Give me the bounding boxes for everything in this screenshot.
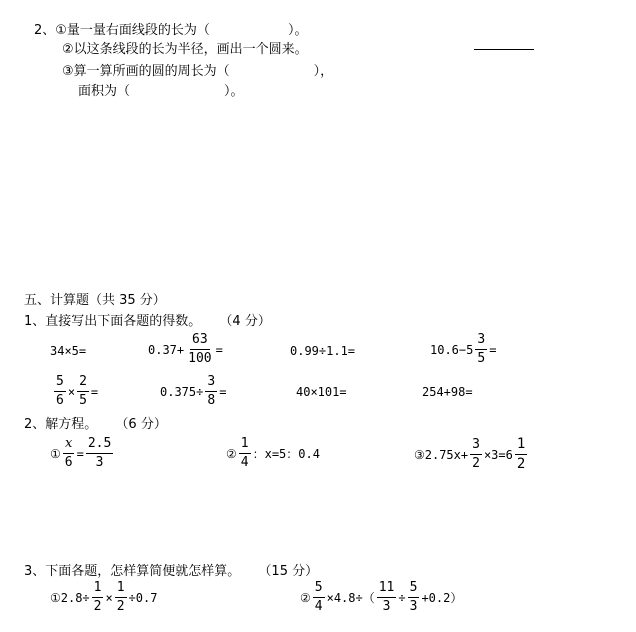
simplify-2-suffix: +0.2） bbox=[421, 590, 463, 605]
section5-title: 五、计算题（共 35 分） bbox=[24, 293, 166, 308]
simplify-1-suffix: ÷0.7 bbox=[128, 590, 158, 605]
equation-2-suffix: ：x=5：0.4 bbox=[252, 446, 320, 461]
equation-2-marker: ② bbox=[226, 446, 237, 461]
calc-b-prefix: 0.37+ bbox=[148, 342, 185, 357]
simplify-2-fraction-3 bbox=[408, 581, 420, 615]
calc-d-prefix: 10.6−5 bbox=[430, 342, 474, 357]
fraction-numerator: 1 bbox=[515, 437, 527, 455]
simplify-1-fraction-2 bbox=[115, 581, 127, 615]
fraction-numerator: 1 bbox=[115, 581, 127, 598]
fraction-numerator: 2.5 bbox=[86, 437, 113, 454]
equation-1-fraction-right bbox=[86, 437, 113, 471]
calc-e-fraction-2 bbox=[77, 375, 89, 409]
part1-heading bbox=[24, 315, 271, 328]
fraction-denominator: 3 bbox=[382, 599, 391, 615]
calc-f bbox=[160, 375, 226, 409]
equation-3-fraction-2 bbox=[515, 437, 527, 473]
q2-line4-suffix: ）。 bbox=[224, 84, 244, 99]
calc-e-operator: × bbox=[67, 384, 76, 399]
simplify-2-fraction-1 bbox=[313, 581, 325, 615]
fraction-numerator: 63 bbox=[190, 333, 210, 350]
q2-line1-suffix: ）。 bbox=[287, 23, 308, 38]
q2-line1-prefix: 2、①量一量右面线段的长为（ bbox=[34, 23, 210, 38]
fraction-numerator: 5 bbox=[54, 375, 66, 392]
calc-h: 254+98= bbox=[422, 385, 473, 399]
calc-b-fraction bbox=[186, 333, 213, 367]
q2-line4-prefix: 面积为（ bbox=[78, 84, 131, 99]
fraction-denominator: 2 bbox=[93, 599, 102, 615]
part3-title: 3、下面各题，怎样算简便就怎样算。 bbox=[24, 564, 241, 579]
part1-score: （4 分） bbox=[219, 314, 271, 329]
simplify-1-operator: × bbox=[105, 590, 113, 605]
fraction-numerator: 2 bbox=[77, 375, 89, 392]
fraction-numerator: 1 bbox=[239, 437, 251, 454]
equation-1-equals: = bbox=[76, 446, 84, 461]
fraction-denominator: 5 bbox=[79, 393, 87, 409]
equation-1 bbox=[50, 437, 115, 471]
calc-b bbox=[148, 333, 223, 367]
calc-c: 0.99÷1.1= bbox=[290, 344, 356, 358]
fraction-denominator: 2 bbox=[516, 456, 526, 473]
fraction-denominator: 6 bbox=[64, 455, 73, 471]
calc-b-suffix: = bbox=[215, 342, 223, 357]
calc-e-suffix: = bbox=[90, 384, 99, 399]
fraction-numerator: 5 bbox=[313, 581, 325, 598]
q2-line3 bbox=[62, 65, 333, 78]
measure-line-segment bbox=[474, 49, 534, 50]
simplify-2-operator: ÷ bbox=[398, 590, 406, 605]
fraction-denominator: 3 bbox=[95, 455, 104, 471]
calc-d bbox=[430, 333, 496, 367]
part2-score: （6 分） bbox=[115, 417, 167, 432]
simplify-2-middle: ×4.8÷（ bbox=[326, 590, 375, 605]
equation-3-prefix: ③2.75x+ bbox=[414, 447, 469, 462]
equation-1-marker: ① bbox=[50, 446, 61, 461]
fraction-numerator: 3 bbox=[470, 438, 482, 455]
fraction-numerator: 3 bbox=[205, 375, 217, 392]
equation-2-fraction bbox=[239, 437, 251, 471]
fraction-numerator: x bbox=[63, 437, 74, 454]
calc-g: 40×101= bbox=[296, 385, 347, 399]
equation-1-fraction-left bbox=[63, 437, 75, 471]
fraction-numerator: 11 bbox=[377, 581, 397, 598]
q2-line3-suffix: ）， bbox=[313, 64, 334, 79]
calc-f-fraction bbox=[205, 375, 217, 409]
calc-e-fraction-1 bbox=[54, 375, 66, 409]
fraction-denominator: 4 bbox=[240, 455, 249, 471]
fraction-denominator: 8 bbox=[207, 393, 216, 409]
q2-line2: ②以这条线段的长为半径，画出一个圆来。 bbox=[62, 42, 308, 57]
fraction-denominator: 2 bbox=[472, 456, 480, 472]
calc-a: 34×5= bbox=[50, 344, 87, 358]
fraction-denominator: 4 bbox=[314, 599, 323, 615]
simplify-2-prefix: ② bbox=[300, 590, 311, 605]
fraction-denominator: 6 bbox=[56, 393, 64, 409]
part3-heading bbox=[24, 565, 318, 578]
q2-line4 bbox=[78, 85, 244, 98]
calc-d-fraction bbox=[475, 333, 487, 367]
simplify-1-prefix: ①2.8÷ bbox=[50, 590, 90, 605]
fraction-denominator: 100 bbox=[188, 351, 212, 367]
calc-f-suffix: = bbox=[219, 384, 227, 399]
part2-heading bbox=[24, 418, 167, 431]
q2-line3-prefix: ③算一算所画的圆的周长为（ bbox=[62, 64, 230, 79]
simplify-2 bbox=[300, 581, 462, 615]
fraction-denominator: 3 bbox=[409, 599, 418, 615]
equation-3-fraction-1 bbox=[470, 438, 482, 472]
simplify-1 bbox=[50, 581, 157, 615]
equation-2 bbox=[226, 437, 320, 471]
calc-e bbox=[52, 375, 98, 409]
fraction-denominator: 2 bbox=[116, 599, 125, 615]
equation-3-middle: ×3=6 bbox=[483, 447, 513, 462]
calc-f-prefix: 0.375÷ bbox=[160, 384, 204, 399]
part2-title: 2、解方程。 bbox=[24, 417, 98, 432]
fraction-numerator: 5 bbox=[408, 581, 420, 598]
part1-title: 1、直接写出下面各题的得数。 bbox=[24, 314, 202, 329]
simplify-1-fraction-1 bbox=[92, 581, 104, 615]
fraction-denominator: 5 bbox=[477, 351, 486, 367]
simplify-2-fraction-2 bbox=[377, 581, 397, 615]
fraction-numerator: 3 bbox=[475, 333, 487, 350]
fraction-numerator: 1 bbox=[92, 581, 104, 598]
q2-line1 bbox=[34, 24, 307, 37]
equation-3 bbox=[414, 437, 529, 473]
calc-d-suffix: = bbox=[489, 342, 497, 357]
part3-score: （15 分） bbox=[258, 564, 319, 579]
